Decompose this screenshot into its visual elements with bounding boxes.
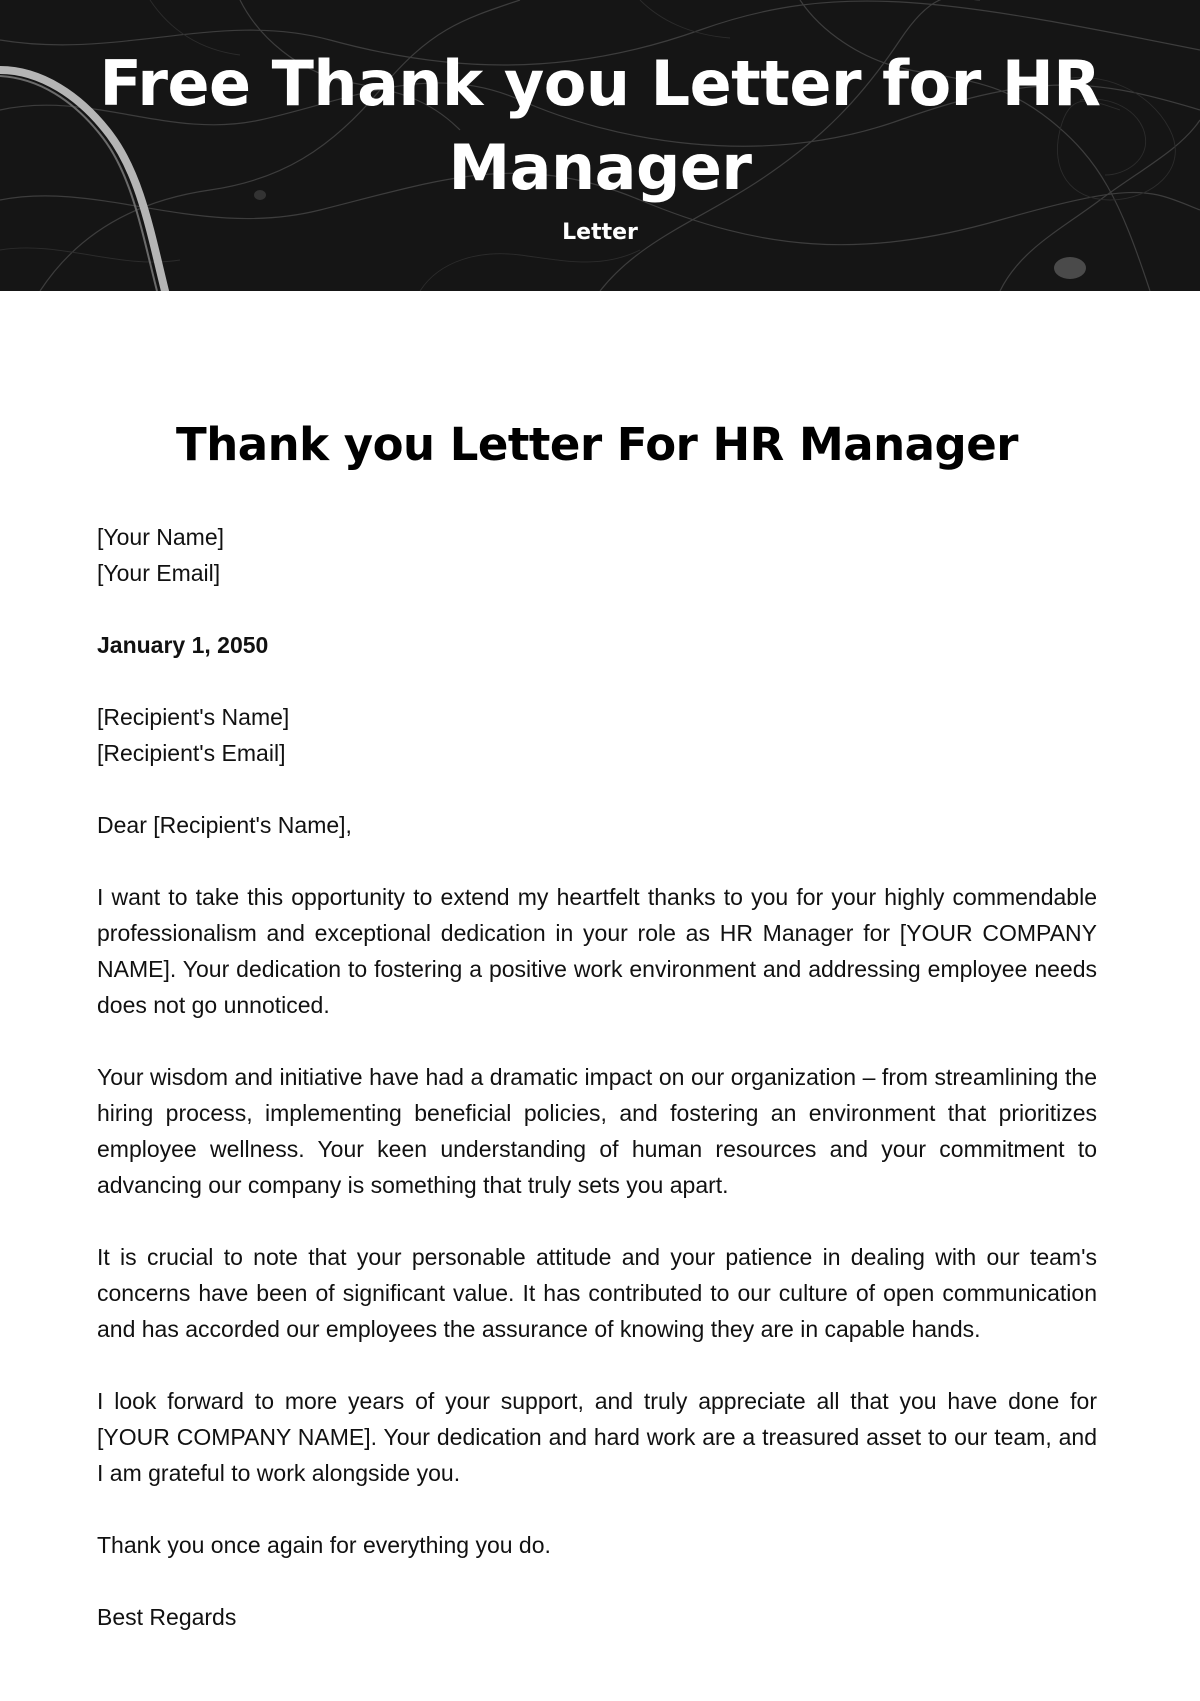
document-title: Thank you Letter For HR Manager	[176, 418, 1018, 471]
body-paragraph: I look forward to more years of your support, and truly appreciate all that you have done for [YOUR COMPANY NAME]. Your dedication and hard work are a treasured asset to our team, and I am grateful to work alongside you.	[97, 1388, 1097, 1486]
sign-off: Best Regards	[97, 1604, 237, 1630]
recipient-name: [Recipient's Name]	[97, 704, 290, 730]
closing-line: Thank you once again for everything you do.	[97, 1532, 551, 1558]
letter-content	[97, 519, 1097, 1635]
header-banner	[0, 0, 1200, 291]
letter-body	[97, 291, 1097, 1635]
recipient-email: [Recipient's Email]	[97, 740, 286, 766]
banner-subtitle: Letter	[562, 220, 638, 245]
sender-name: [Your Name]	[97, 524, 224, 550]
banner-title: Free Thank you Letter for HR Manager	[99, 47, 1101, 204]
body-paragraph: I want to take this opportunity to extend my heartfelt thanks to you for your highly commendable professionalism and exceptional dedication in your role as HR Manager for [YOUR COMPANY NAME]. Your dedication to fostering a positive work environment and addressing employee needs does not go unnoticed.	[97, 884, 1097, 1018]
body-paragraph: Your wisdom and initiative have had a dramatic impact on our organization – from streamlining the hiring process, implementing beneficial policies, and fostering an environment that prioritizes employee wellness. Your keen understanding of human resources and your commitment to advancing our company is something that truly sets you apart.	[97, 1064, 1097, 1198]
letter-date: January 1, 2050	[97, 632, 269, 658]
sender-email: [Your Email]	[97, 560, 221, 586]
salutation: Dear [Recipient's Name],	[97, 812, 352, 838]
body-paragraph: It is crucial to note that your personable attitude and your patience in dealing with our team's concerns have been of significant value. It has contributed to our culture of open communication and has accorded our employees the assurance of knowing they are in capable hands.	[97, 1244, 1097, 1342]
